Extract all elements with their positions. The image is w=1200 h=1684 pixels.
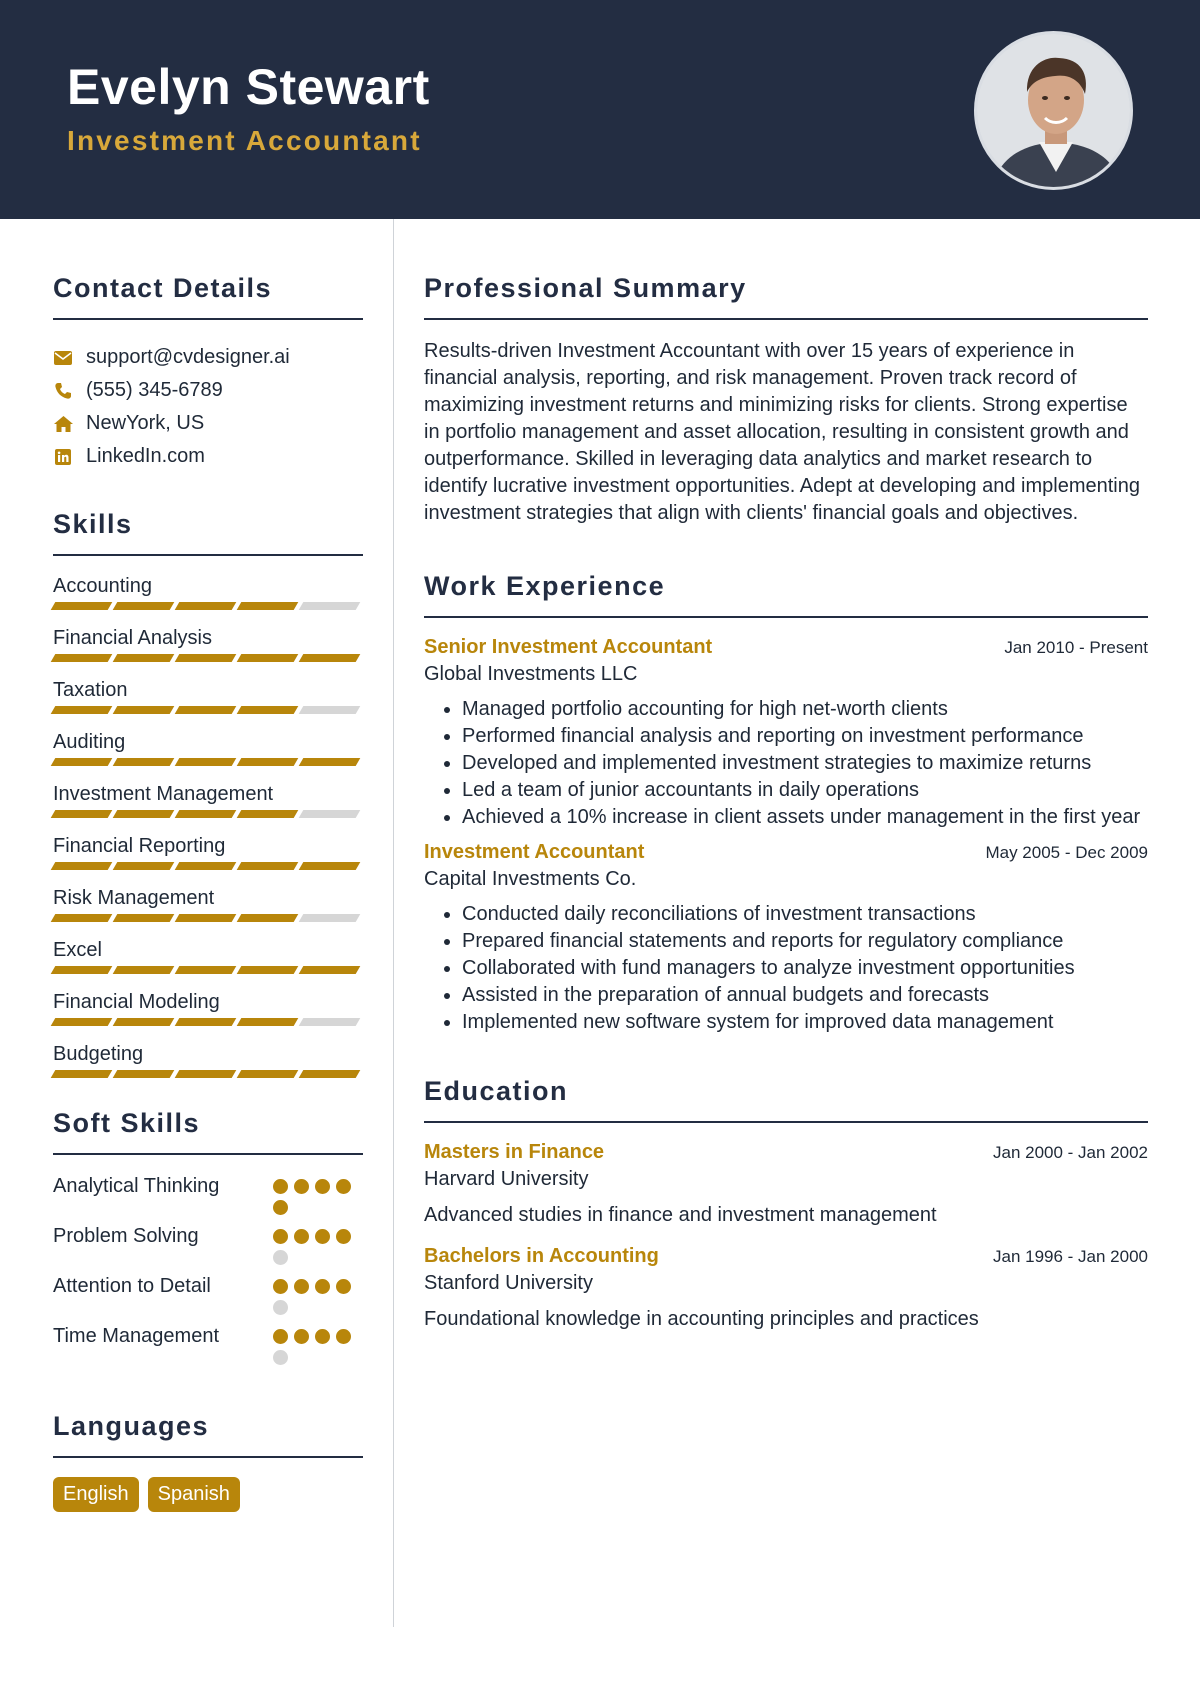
rating-dot	[315, 1229, 330, 1244]
contact-email[interactable]	[53, 341, 363, 374]
skill-level-segment	[299, 1070, 361, 1078]
skill-level-segment	[237, 810, 299, 818]
contact-linkedin-text: LinkedIn.com	[86, 445, 205, 467]
section-rule	[53, 318, 363, 320]
candidate-title: Investment Accountant	[67, 125, 422, 156]
skill-level-bar	[53, 810, 363, 818]
soft-skill-rating	[273, 1223, 363, 1265]
degree-title: Bachelors in Accounting	[424, 1245, 659, 1267]
skill-level-segment	[51, 862, 113, 870]
linkedin-icon	[53, 447, 73, 467]
skill-name: Budgeting	[53, 1043, 144, 1065]
skill-level-segment	[175, 654, 237, 662]
soft-skills-list	[53, 1173, 363, 1365]
phone-icon	[53, 381, 73, 401]
education-entry	[424, 1245, 1148, 1331]
skills-list	[53, 572, 363, 1078]
rating-dot	[315, 1279, 330, 1294]
soft-skill-name: Attention to Detail	[53, 1275, 211, 1297]
job-bullet: • Conducted daily reconciliations of investment transactions	[462, 901, 1148, 928]
experience-heading: Work Experience	[424, 571, 666, 601]
soft-skill-rating	[273, 1173, 363, 1215]
left-column	[53, 219, 363, 1512]
language-tags	[53, 1477, 363, 1512]
job-bullet: • Collaborated with fund managers to analyze investment opportunities	[462, 955, 1148, 982]
skill-name: Accounting	[53, 575, 152, 597]
section-rule	[424, 616, 1148, 618]
skill-level-segment	[113, 706, 175, 714]
job-bullets	[424, 901, 1148, 1036]
job-bullet: • Developed and implemented investment strategies to maximize returns	[462, 750, 1148, 777]
skill-level-segment	[175, 1018, 237, 1026]
education-desc: Advanced studies in finance and investment management	[424, 1204, 937, 1226]
skill-level-segment	[237, 758, 299, 766]
profile-photo	[974, 31, 1133, 190]
soft-skill-row	[53, 1273, 363, 1315]
rating-dot	[273, 1300, 288, 1315]
skill-level-segment	[175, 810, 237, 818]
candidate-name: Evelyn Stewart	[67, 59, 430, 115]
job-bullet: • Managed portfolio accounting for high net-worth clients	[462, 696, 1148, 723]
skill-level-segment	[51, 914, 113, 922]
skill-level-segment	[237, 914, 299, 922]
skill-level-segment	[51, 1018, 113, 1026]
skill-level-segment	[237, 1070, 299, 1078]
skill-level-segment	[113, 758, 175, 766]
job-bullets	[424, 696, 1148, 831]
job-entry	[424, 841, 1148, 1036]
skill-name: Financial Reporting	[53, 835, 226, 857]
soft-skill-rating	[273, 1273, 363, 1315]
summary-text: Results-driven Investment Accountant with over 15 years of experience in financial analysis, reporting, and risk management. Proven track record of maximizing investment returns and minimizing risks for clients. Strong expertise in portfolio management and asset allocation, resulting in consistent growth and outperformance. Skilled in leveraging data analytics and market research to identify lucrative investment opportunities. Adept at developing and implementing investment strategies that align with clients' financial goals and objectives.	[424, 340, 1140, 524]
skill-name: Financial Modeling	[53, 991, 220, 1013]
rating-dot	[273, 1250, 288, 1265]
skill-level-segment	[299, 966, 361, 974]
job-title: Senior Investment Accountant	[424, 636, 713, 658]
right-column	[424, 219, 1148, 1331]
skills-section	[53, 509, 363, 1078]
soft-skill-name: Problem Solving	[53, 1225, 199, 1247]
soft-skill-name: Analytical Thinking	[53, 1175, 220, 1197]
rating-dot	[294, 1279, 309, 1294]
summary-heading: Professional Summary	[424, 273, 747, 303]
experience-section	[424, 571, 1148, 1036]
rating-dot	[336, 1179, 351, 1194]
summary-section	[424, 273, 1148, 527]
soft-skill-row	[53, 1173, 363, 1215]
rating-dot	[336, 1229, 351, 1244]
education-entry	[424, 1141, 1148, 1227]
skill-level-segment	[237, 706, 299, 714]
skill-level-bar	[53, 966, 363, 974]
skill-level-segment	[237, 602, 299, 610]
education-heading: Education	[424, 1076, 569, 1106]
contact-heading: Contact Details	[53, 273, 273, 303]
skill-level-bar	[53, 1018, 363, 1026]
skill-level-segment	[113, 966, 175, 974]
soft-skills-section	[53, 1108, 363, 1365]
language-tag: English	[53, 1477, 139, 1512]
job-company: Global Investments LLC	[424, 663, 638, 685]
soft-skill-row	[53, 1223, 363, 1265]
email-icon	[53, 348, 73, 368]
skill-level-bar	[53, 654, 363, 662]
rating-dot	[294, 1229, 309, 1244]
skill-level-segment	[51, 602, 113, 610]
skill-level-segment	[113, 1018, 175, 1026]
degree-title: Masters in Finance	[424, 1141, 605, 1163]
skill-level-segment	[51, 654, 113, 662]
skill-level-segment	[51, 706, 113, 714]
education-date: Jan 2000 - Jan 2002	[992, 1143, 1148, 1162]
school-name: Stanford University	[424, 1272, 593, 1294]
job-bullet: • Assisted in the preparation of annual budgets and forecasts	[462, 982, 1148, 1009]
skill-level-segment	[175, 758, 237, 766]
skill-level-segment	[299, 1018, 361, 1026]
languages-section	[53, 1411, 363, 1512]
skill-level-segment	[51, 1070, 113, 1078]
skill-level-segment	[299, 862, 361, 870]
skill-name: Financial Analysis	[53, 627, 212, 649]
contact-phone[interactable]	[53, 374, 363, 407]
skill-level-segment	[51, 758, 113, 766]
rating-dot	[273, 1200, 288, 1215]
skill-level-bar	[53, 602, 363, 610]
skill-level-segment	[237, 1018, 299, 1026]
contact-location	[53, 407, 363, 440]
section-rule	[53, 554, 363, 556]
skill-level-segment	[299, 654, 361, 662]
school-name: Harvard University	[424, 1168, 589, 1190]
job-entry	[424, 636, 1148, 831]
skill-level-segment	[113, 654, 175, 662]
rating-dot	[336, 1279, 351, 1294]
skill-level-segment	[237, 654, 299, 662]
rating-dot	[273, 1179, 288, 1194]
soft-skill-rating	[273, 1323, 363, 1365]
skill-level-segment	[175, 914, 237, 922]
rating-dot	[273, 1329, 288, 1344]
skill-level-segment	[299, 758, 361, 766]
skill-name: Risk Management	[53, 887, 215, 909]
skill-level-segment	[175, 966, 237, 974]
section-rule	[53, 1153, 363, 1155]
skill-level-bar	[53, 758, 363, 766]
skill-level-segment	[175, 602, 237, 610]
language-tag: Spanish	[148, 1477, 240, 1512]
skill-level-segment	[175, 862, 237, 870]
education-section	[424, 1076, 1148, 1331]
skill-level-bar	[53, 706, 363, 714]
job-title: Investment Accountant	[424, 841, 645, 863]
contact-linkedin[interactable]	[53, 440, 363, 473]
job-bullet: • Achieved a 10% increase in client assets under management in the first year	[462, 804, 1148, 831]
section-rule	[53, 1456, 363, 1458]
skill-level-segment	[299, 914, 361, 922]
skill-level-segment	[51, 810, 113, 818]
job-bullet: • Implemented new software system for improved data management	[462, 1009, 1148, 1036]
skill-level-bar	[53, 1070, 363, 1078]
column-divider	[393, 219, 394, 1627]
skill-level-segment	[113, 914, 175, 922]
skill-level-bar	[53, 914, 363, 922]
section-rule	[424, 318, 1148, 320]
job-bullet: • Led a team of junior accountants in daily operations	[462, 777, 1148, 804]
skill-level-segment	[175, 1070, 237, 1078]
rating-dot	[273, 1229, 288, 1244]
skill-level-segment	[175, 706, 237, 714]
section-rule	[424, 1121, 1148, 1123]
job-company: Capital Investments Co.	[424, 868, 637, 890]
skill-level-segment	[237, 862, 299, 870]
home-icon	[53, 414, 73, 434]
education-date: Jan 1996 - Jan 2000	[992, 1247, 1148, 1266]
portrait-image	[977, 34, 1133, 190]
skill-level-segment	[299, 706, 361, 714]
contact-section	[53, 273, 363, 473]
soft-skills-heading: Soft Skills	[53, 1108, 201, 1138]
skill-level-segment	[113, 862, 175, 870]
skill-level-segment	[299, 602, 361, 610]
soft-skill-row	[53, 1323, 363, 1365]
skill-name: Auditing	[53, 731, 126, 753]
skill-level-bar	[53, 862, 363, 870]
rating-dot	[315, 1329, 330, 1344]
rating-dot	[336, 1329, 351, 1344]
job-date: Jan 2010 - Present	[1004, 638, 1148, 657]
rating-dot	[273, 1350, 288, 1365]
languages-heading: Languages	[53, 1411, 210, 1441]
rating-dot	[294, 1329, 309, 1344]
job-bullet: • Prepared financial statements and reports for regulatory compliance	[462, 928, 1148, 955]
rating-dot	[294, 1179, 309, 1194]
education-desc: Foundational knowledge in accounting principles and practices	[424, 1308, 979, 1330]
soft-skill-name: Time Management	[53, 1325, 219, 1347]
skill-name: Taxation	[53, 679, 128, 701]
contact-location-text: NewYork, US	[86, 412, 205, 434]
rating-dot	[273, 1279, 288, 1294]
skill-level-segment	[237, 966, 299, 974]
skills-heading: Skills	[53, 509, 133, 539]
contact-email-text: support@cvdesigner.ai	[86, 346, 290, 368]
skill-level-segment	[113, 1070, 175, 1078]
skill-name: Investment Management	[53, 783, 274, 805]
resume-header	[0, 0, 1200, 219]
skill-level-segment	[299, 810, 361, 818]
skill-level-segment	[51, 966, 113, 974]
job-date: May 2005 - Dec 2009	[985, 843, 1148, 862]
job-bullet: • Performed financial analysis and reporting on investment performance	[462, 723, 1148, 750]
skill-level-segment	[113, 602, 175, 610]
skill-name: Excel	[53, 939, 102, 961]
skill-level-segment	[113, 810, 175, 818]
contact-phone-text: (555) 345-6789	[86, 379, 223, 401]
rating-dot	[315, 1179, 330, 1194]
